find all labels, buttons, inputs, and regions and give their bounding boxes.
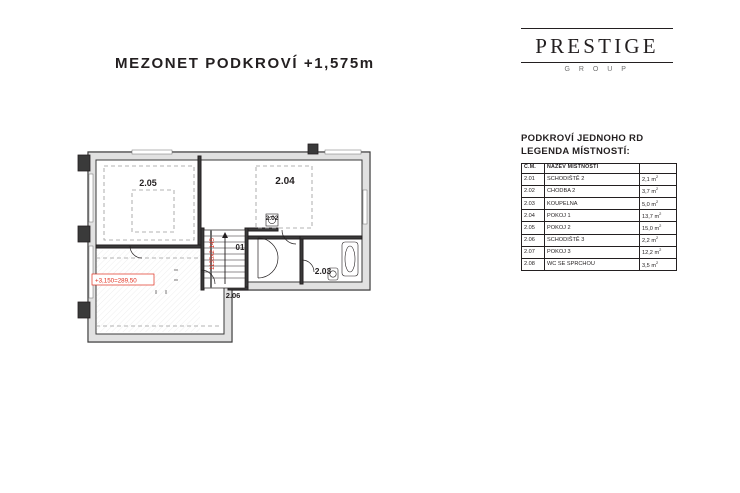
legend-table <box>521 163 677 272</box>
room-legend <box>521 133 677 271</box>
legend-row-name: SCHODIŠTĚ 3 <box>545 234 640 246</box>
legend-row-name: SCHODIŠTĚ 2 <box>545 173 640 185</box>
area-unit-exponent: 2 <box>656 186 659 192</box>
legend-row-area: 3,7 $m^2$ <box>640 185 677 197</box>
legend-row-name: KOUPELNA <box>545 198 640 210</box>
legend-row-area: 12,2 $m^2$ <box>640 246 677 258</box>
floor-plan-drawing <box>70 130 400 380</box>
legend-row <box>522 173 677 185</box>
legend-header-row <box>522 163 677 173</box>
legend-row <box>522 210 677 222</box>
room-label-203: 2.03 <box>314 266 332 276</box>
legend-row-area: 2,2 $m^2$ <box>640 234 677 246</box>
legend-row-name: POKOJ 3 <box>545 246 640 258</box>
legend-row-name: WC SE SPRCHOU <box>545 258 640 270</box>
legend-row-number: 2.07 <box>522 246 545 258</box>
legend-row-name: CHODBA 2 <box>545 185 640 197</box>
annotation-stair-dim: 1135x2 145 <box>209 238 216 270</box>
lower-room-floor <box>96 250 200 332</box>
legend-row <box>522 198 677 210</box>
area-unit-exponent: 2 <box>659 247 662 253</box>
legend-row <box>522 185 677 197</box>
room-label-204: 2.04 <box>275 176 295 187</box>
legend-col-name: NÁZEV MÍSTNOSTI <box>545 163 640 173</box>
legend-row-name: POKOJ 2 <box>545 222 640 234</box>
legend-col-number: Č.M. <box>522 163 545 173</box>
logo-wordmark: PRESTIGE <box>535 34 659 58</box>
legend-row-area: 5,0 $m^2$ <box>640 198 677 210</box>
legend-row-area: 15,0 $m^2$ <box>640 222 677 234</box>
brand-logo <box>521 28 673 73</box>
legend-heading-line2: LEGENDA MÍSTNOSTÍ: <box>521 145 631 157</box>
area-unit-exponent: 2 <box>659 222 662 228</box>
legend-row-area: 3,5 $m^2$ <box>640 258 677 270</box>
legend-row-number: 2.06 <box>522 234 545 246</box>
legend-row <box>522 222 677 234</box>
page-title: MEZONET PODKROVÍ +1,575m <box>115 55 375 72</box>
area-unit-exponent: 2 <box>656 235 659 241</box>
legend-row <box>522 258 677 270</box>
legend-row-number: 2.02 <box>522 185 545 197</box>
legend-row-number: 2.05 <box>522 222 545 234</box>
room-label-205: 2.05 <box>139 178 157 188</box>
legend-row-area: 13,7 $m^2$ <box>640 210 677 222</box>
area-unit-exponent: 2 <box>656 259 659 265</box>
logo-divider-bottom <box>521 62 673 63</box>
room-label-201: 01 <box>235 243 245 252</box>
logo-subtitle: G R O U P <box>564 66 630 74</box>
legend-row-area: 2,1 $m^2$ <box>640 173 677 185</box>
area-unit-exponent: 2 <box>656 198 659 204</box>
legend-heading <box>521 133 677 159</box>
legend-heading-line1: PODKROVÍ JEDNOHO RD <box>521 133 644 144</box>
annotation-level-mark: +3,150=289,50 <box>95 277 137 285</box>
legend-row-name: POKOJ 1 <box>545 210 640 222</box>
legend-row-number: 2.01 <box>522 173 545 185</box>
room-label-206: 2.06 <box>225 291 241 300</box>
legend-row-number: 2.03 <box>522 198 545 210</box>
area-unit-exponent: 2 <box>659 210 662 216</box>
area-unit-exponent: 2 <box>656 174 659 180</box>
legend-row-number: 2.08 <box>522 258 545 270</box>
room-label-202: 2.02 <box>265 215 279 222</box>
legend-row-number: 2.04 <box>522 210 545 222</box>
legend-row <box>522 234 677 246</box>
logo-divider-top <box>521 28 673 29</box>
legend-row <box>522 246 677 258</box>
legend-col-area <box>640 163 677 173</box>
